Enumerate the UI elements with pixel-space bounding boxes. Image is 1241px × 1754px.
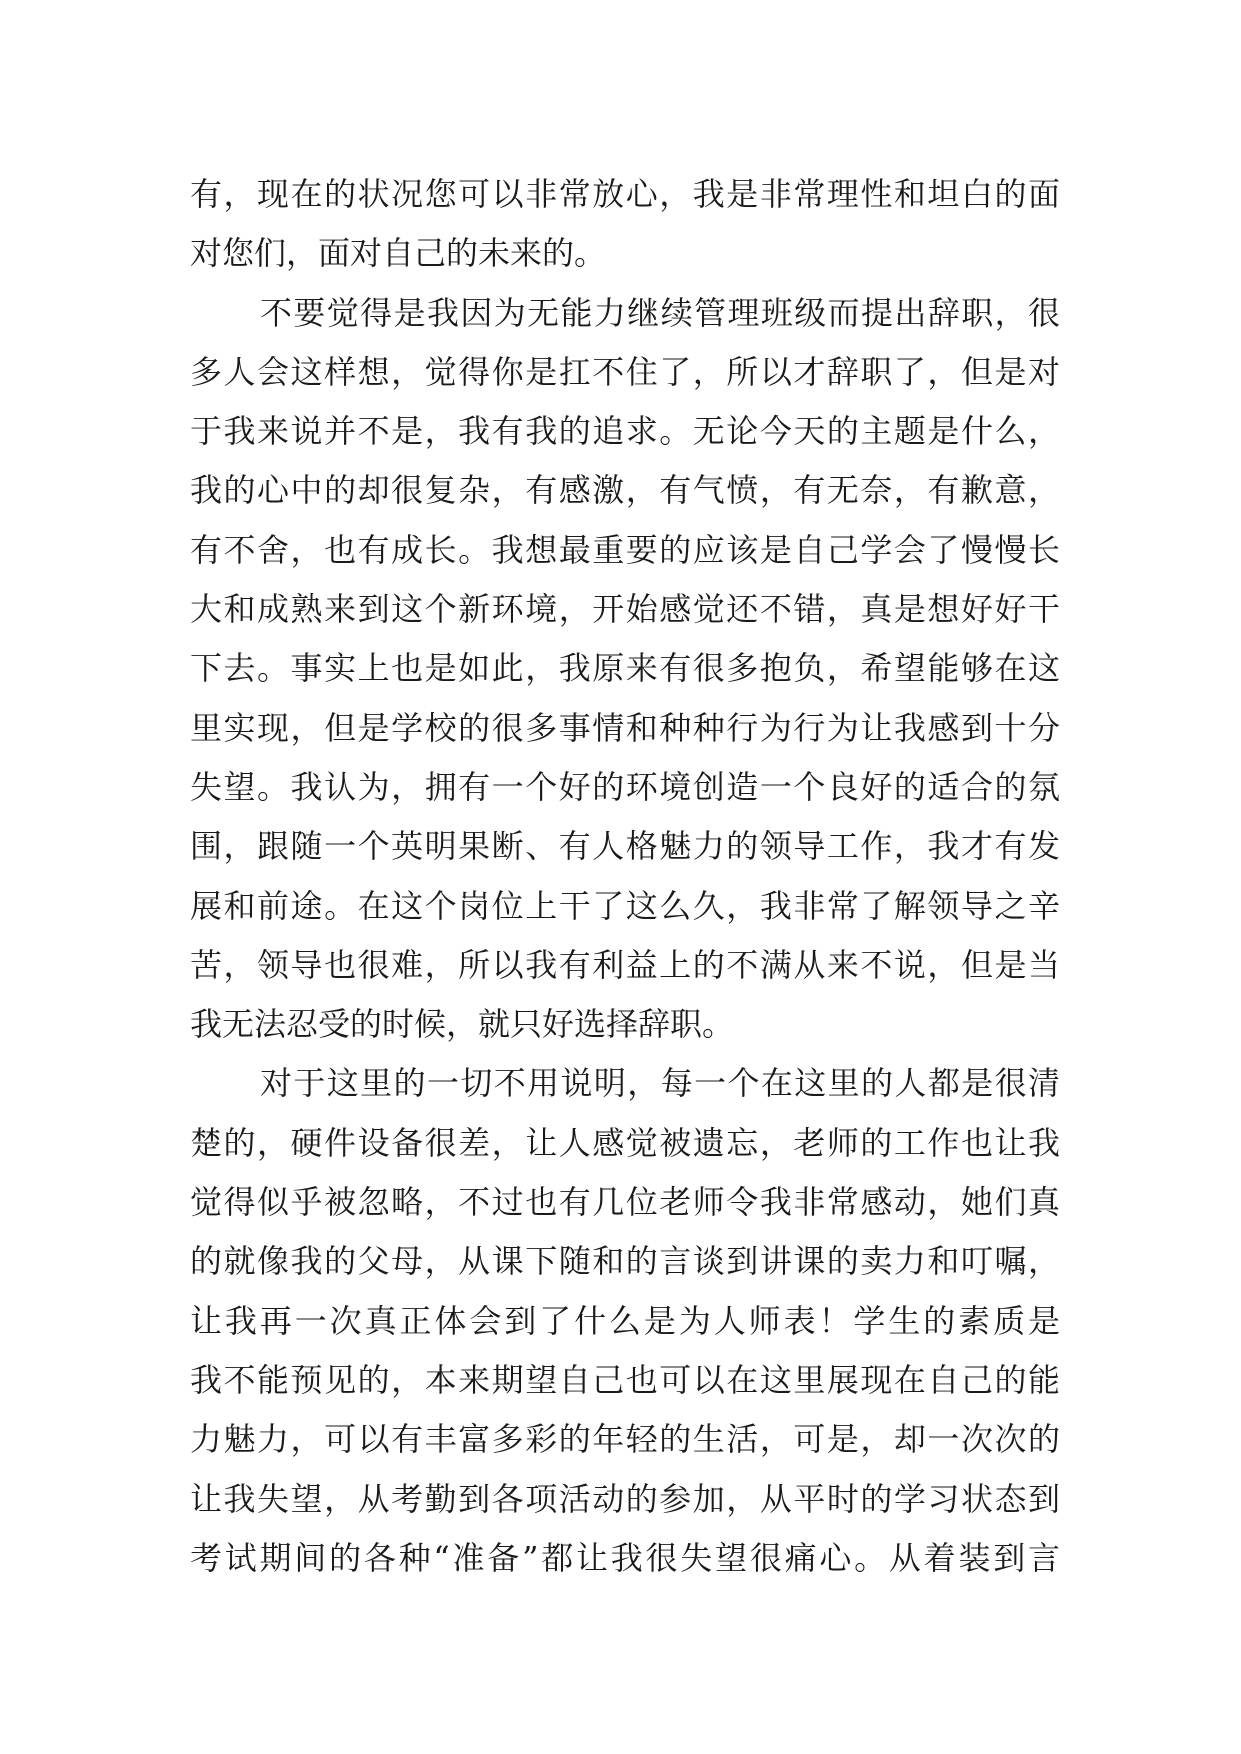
text-line: 于我来说并不是，我有我的追求。无论今天的主题是什么， — [190, 412, 1060, 451]
text-line: 有不舍，也有成长。我想最重要的应该是自己学会了慢慢长 — [190, 530, 1060, 569]
text-line: 对于这里的一切不用说明，每一个在这里的人都是很清 — [260, 1064, 1060, 1103]
text-line: 力魅力，可以有丰富多彩的年轻的生活，可是，却一次次的 — [190, 1420, 1060, 1459]
text-line: 对您们，面对自己的未来的。 — [190, 234, 607, 273]
text-line: 有，现在的状况您可以非常放心，我是非常理性和坦白的面 — [190, 175, 1060, 213]
text-line: 楚的，硬件设备很差，让人感觉被遗忘，老师的工作也让我 — [190, 1123, 1060, 1162]
text-line: 考试期间的各种“准备”都让我很失望很痛心。从着装到言 — [190, 1538, 1060, 1577]
text-line: 不要觉得是我因为无能力继续管理班级而提出辞职，很 — [260, 293, 1060, 332]
document-body — [190, 165, 1060, 1588]
text-line: 失望。我认为，拥有一个好的环境创造一个良好的适合的氛 — [190, 767, 1060, 806]
text-line: 我的心中的却很复杂，有感激，有气愤，有无奈，有歉意， — [190, 471, 1060, 510]
text-line: 里实现，但是学校的很多事情和种种行为行为让我感到十分 — [190, 708, 1060, 747]
text-line: 我无法忍受的时候，就只好选择辞职。 — [190, 1005, 735, 1044]
text-line: 觉得似乎被忽略，不过也有几位老师令我非常感动，她们真 — [190, 1183, 1060, 1222]
text-line: 我不能预见的，本来期望自己也可以在这里展现在自己的能 — [190, 1360, 1060, 1399]
text-line: 围，跟随一个英明果断、有人格魅力的领导工作，我才有发 — [190, 827, 1060, 866]
text-line: 下去。事实上也是如此，我原来有很多抱负，希望能够在这 — [190, 649, 1060, 688]
text-line: 展和前途。在这个岗位上干了这么久，我非常了解领导之辛 — [190, 886, 1060, 925]
text-line: 大和成熟来到这个新环境，开始感觉还不错，真是想好好干 — [190, 590, 1060, 629]
text-line: 让我失望，从考勤到各项活动的参加，从平时的学习状态到 — [190, 1479, 1060, 1518]
text-line: 的就像我的父母，从课下随和的言谈到讲课的卖力和叮嘱， — [190, 1242, 1060, 1281]
text-line: 让我再一次真正体会到了什么是为人师表！学生的素质是 — [190, 1301, 1060, 1340]
text-line: 多人会这样想，觉得你是扛不住了，所以才辞职了，但是对 — [190, 352, 1060, 391]
text-line: 苦，领导也很难，所以我有利益上的不满从来不说，但是当 — [190, 945, 1060, 984]
